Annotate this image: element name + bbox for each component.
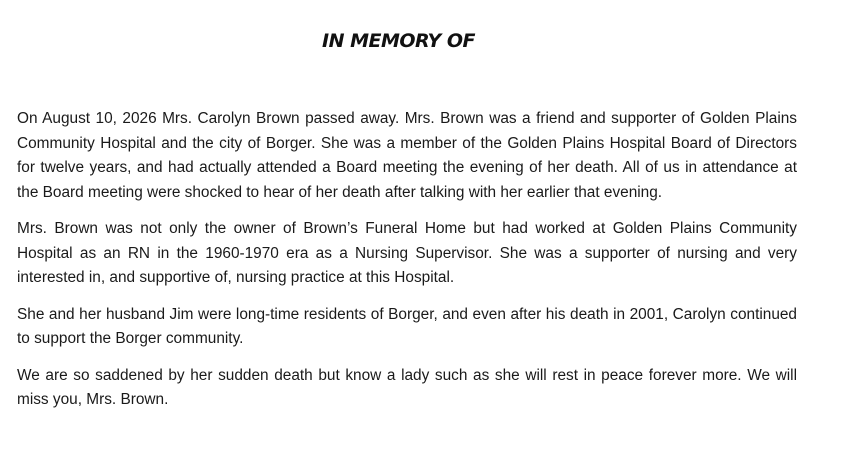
- document-body: [17, 107, 797, 425]
- document-title: IN MEMORY OF: [322, 30, 475, 52]
- paragraph-1: On August 10, 2026 Mrs. Carolyn Brown passed away. Mrs. Brown was a friend and supporter of Golden Plains Community Hospital and the city of Borger. She was a member of the Golden Plains Hospital Board of Directors for twelve years, and had actually attended a Board meeting the evening of her death. All of us in attendance at the Board meeting were shocked to hear of her death after talking with her earlier that evening.: [17, 110, 797, 201]
- paragraph-4: We are so saddened by her sudden death but know a lady such as she will rest in peace forever more. We will miss you, Mrs. Brown.: [17, 366, 797, 408]
- paragraph-2: Mrs. Brown was not only the owner of Brown’s Funeral Home but had worked at Golden Plains Community Hospital as an RN in the 1960-1970 era as a Nursing Supervisor. She was a supporter of nursing and very interested in, and supportive of, nursing practice at this Hospital.: [17, 220, 797, 286]
- paragraph-3: She and her husband Jim were long-time residents of Borger, and even after his death in 2001, Carolyn continued to support the Borger community.: [17, 305, 797, 347]
